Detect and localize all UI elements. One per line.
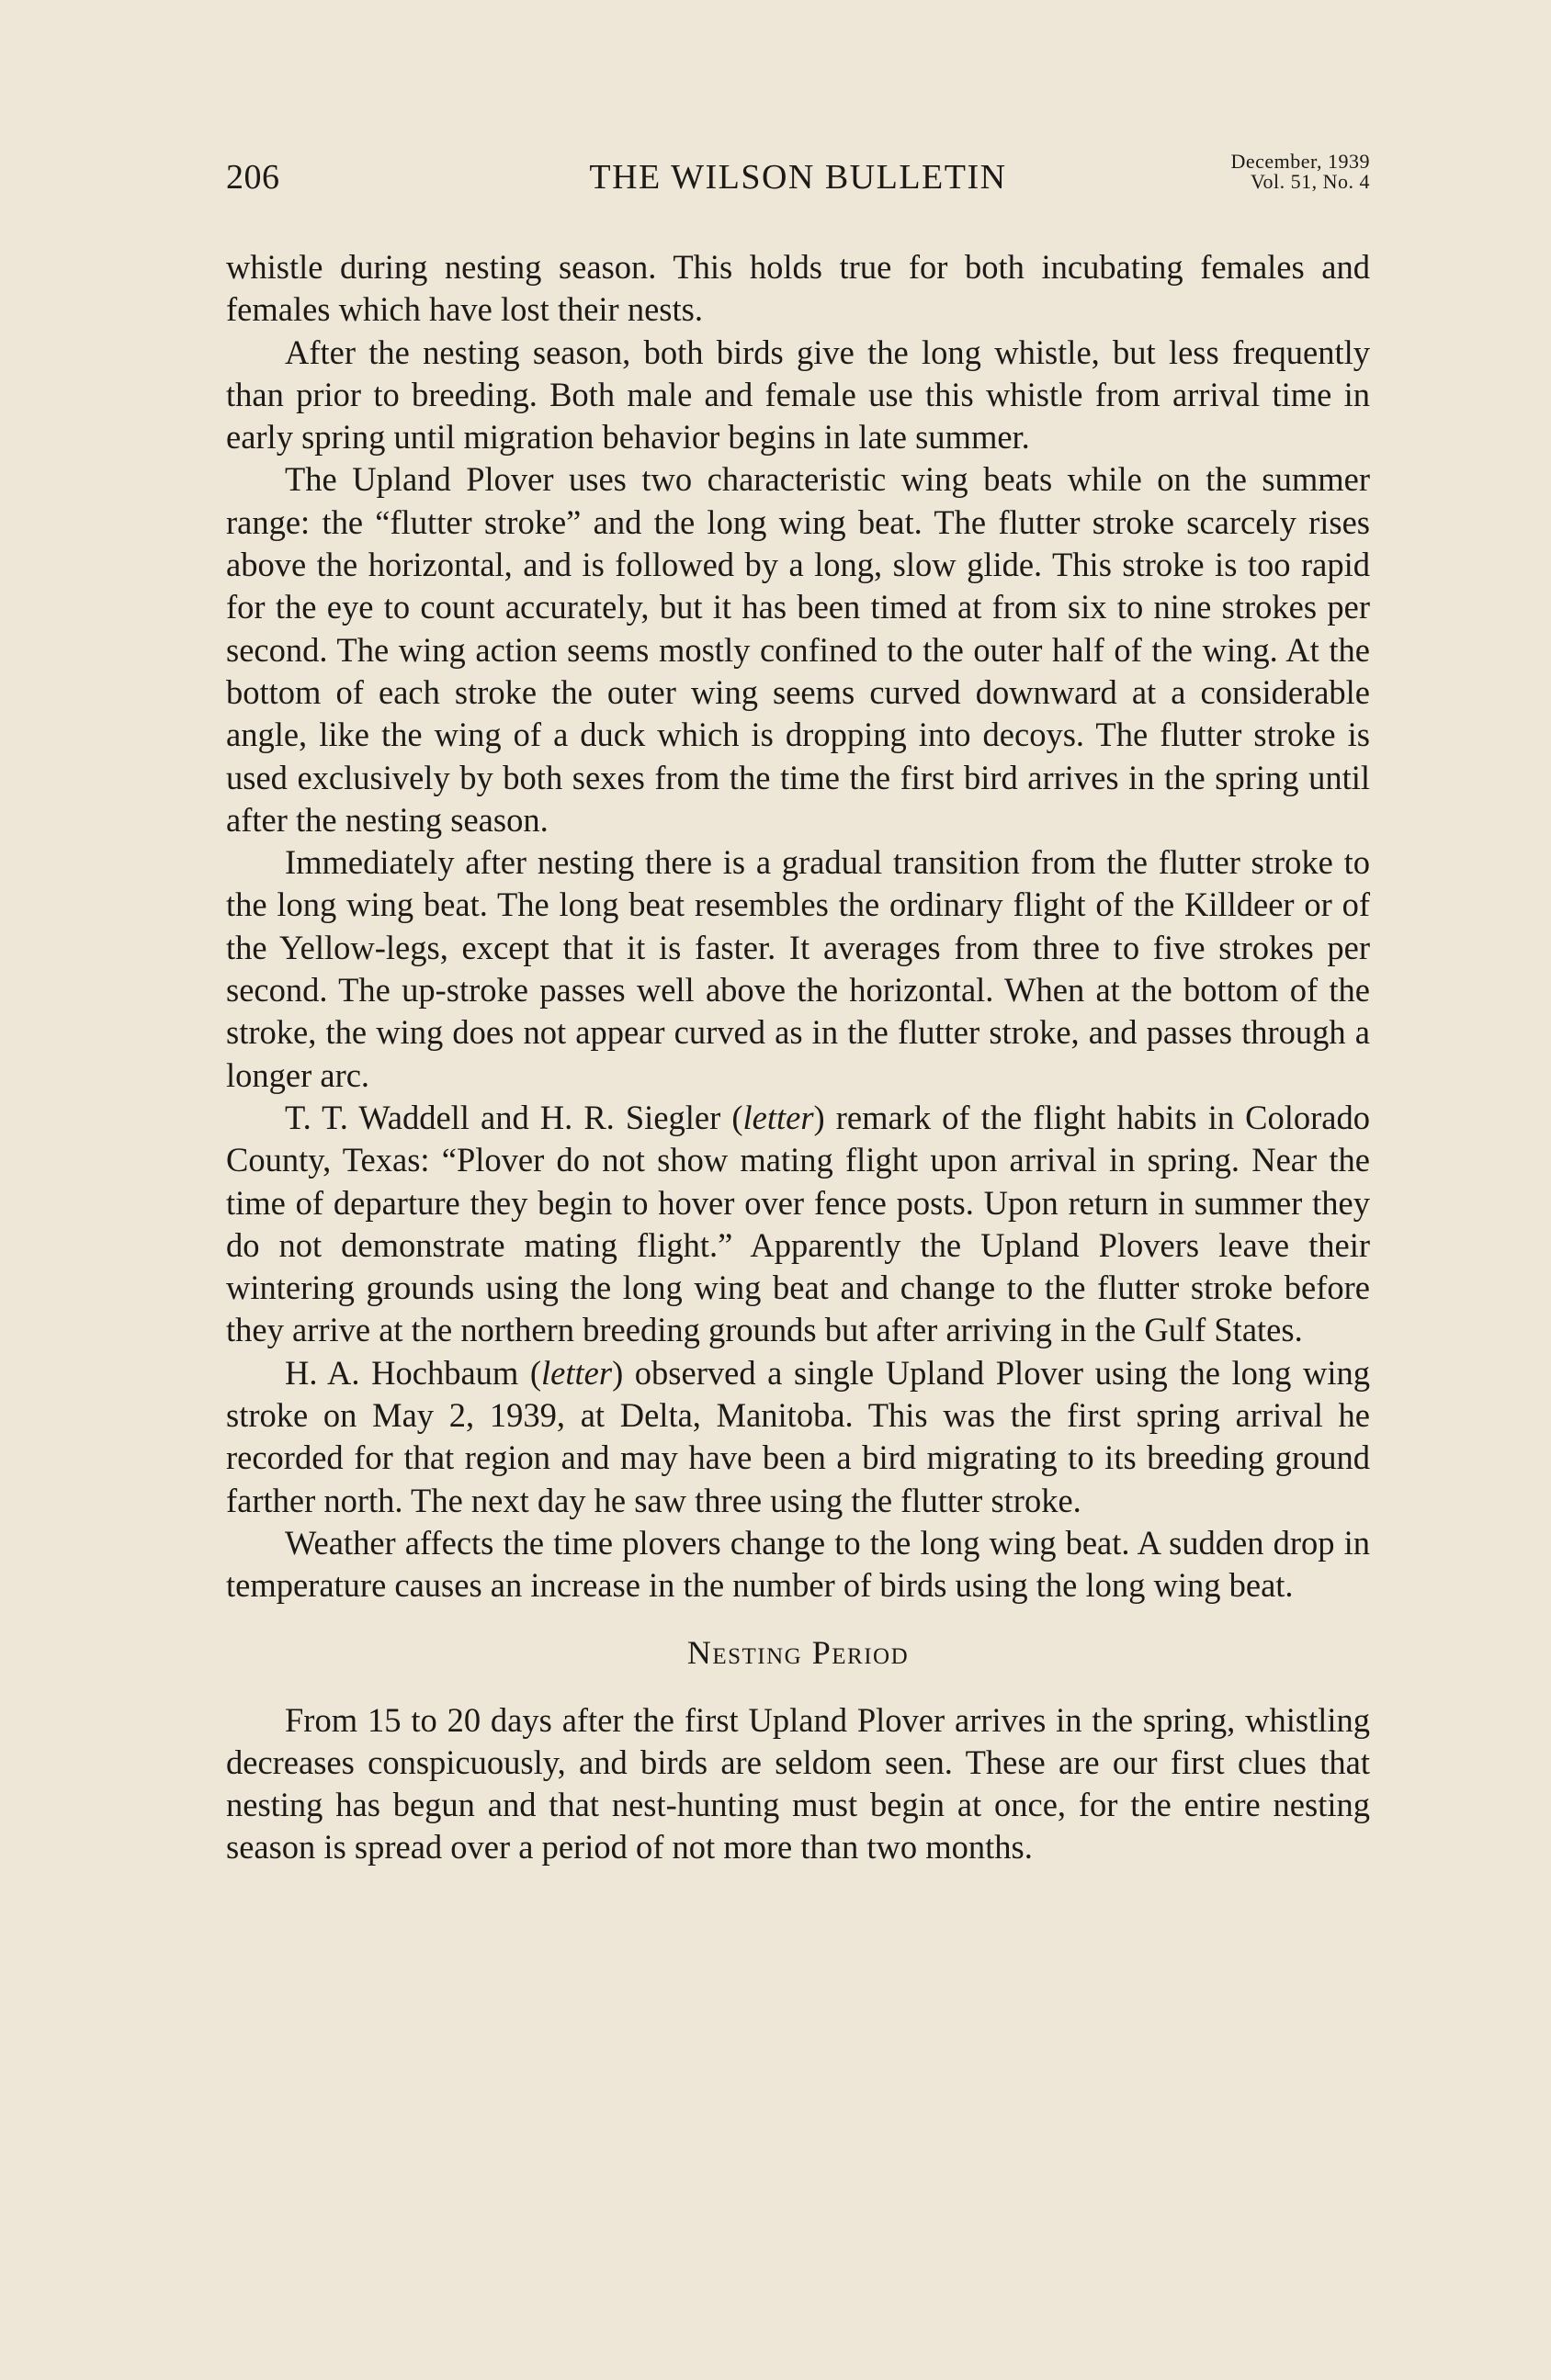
paragraph-text-start: H. A. Hochbaum ( [285, 1353, 542, 1392]
paragraph-continued: whistle during nesting season. This holds true for both incubating females and females which have lost their nests. [226, 248, 1370, 329]
section-heading: Nesting Period [686, 1633, 910, 1671]
letter-citation: letter [742, 1098, 814, 1136]
paragraph-waddell-siegler [226, 1097, 1370, 1352]
paragraph-text-start: T. T. Waddell and H. R. Siegler ( [285, 1098, 743, 1136]
issue-info [1230, 152, 1370, 192]
paragraph-nesting-period: From 15 to 20 days after the first Upland Plover arrives in the spring, whistling decreases conspicuously, and birds are seldom seen. These are our first clues that nesting has begun and that nest-hunting must begin at once, for the entire nesting season is spread over a period of not more than two months. [226, 1700, 1370, 1867]
article-body [226, 246, 1370, 1869]
paragraph-weather: Weather affects the time plovers change to the long wing beat. A sudden drop in temperature causes an increase in the number of birds using the long wing beat. [226, 1523, 1370, 1605]
running-header [226, 152, 1370, 216]
paragraph-wing-beats: The Upland Plover uses two characteristic wing beats while on the summer range: the “flutter stroke” and the long wing beat. The flutter stroke scarcely rises above the horizontal, and is followed by a long, slow glide. This stroke is too rapid for the eye to count accurately, but it has been timed at from six to nine strokes per second. The wing action seems mostly confined to the outer half of the wing. At the bottom of each stroke the outer wing seems curved downward at a considerable angle, like the wing of a duck which is dropping into decoys. The flutter stroke is used exclusively by both sexes from the time the first bird arrives in the spring until after the nesting season. [226, 460, 1370, 839]
issue-date: December, 1939 [1230, 150, 1370, 173]
paragraph-text-end: ) observed a single Upland Plover using the long wing stroke on May 2, 1939, at Delta, Manitoba. This was the first spring arrival he recorded for that region and may have been a bird migrating to its breeding ground farther north. The next day he saw three using the flutter stroke. [226, 1353, 1370, 1519]
journal-title: THE WILSON BULLETIN [589, 158, 1007, 197]
paragraph-transition: Immediately after nesting there is a gradual transition from the flutter stroke to the long wing beat. The long beat resembles the ordinary flight of the Killdeer or of the Yellow-legs, except that it is faster. It averages from three to five strokes per second. The up-stroke passes well above the horizontal. When at the bottom of the stroke, the wing does not appear curved as in the flutter stroke, and passes through a longer arc. [226, 843, 1370, 1094]
paragraph-hochbaum [226, 1352, 1370, 1522]
issue-volume: Vol. 51, No. 4 [1250, 170, 1370, 193]
letter-citation: letter [541, 1353, 613, 1392]
paragraph-after-nesting: After the nesting season, both birds give the long whistle, but less frequently than prior to breeding. Both male and female use this whistle from arrival time in early spring until migration behavior begins in late summer. [226, 333, 1370, 457]
page-number: 206 [226, 158, 280, 197]
paragraph-text-end: ) remark of the flight habits in Colorado County, Texas: “Plover do not show mating flight upon arrival in spring. Near the time of departure they begin to hover over fence posts. Upon return in summer they do not demonstrate mating flight.” Apparently the Upland Plovers leave their wintering grounds using the long wing beat and change to the flutter stroke before they arrive at the northern breeding grounds but after arriving in the Gulf States. [226, 1098, 1371, 1349]
